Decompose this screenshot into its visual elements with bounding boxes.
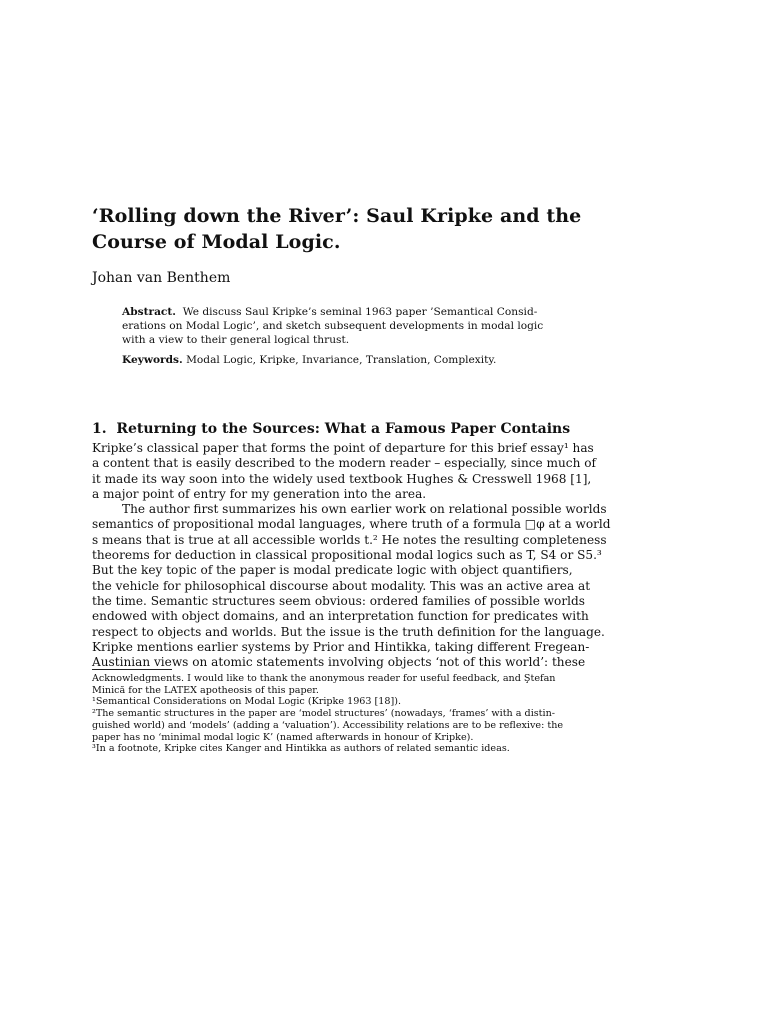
body-text bbox=[92, 441, 611, 670]
body-line: Austinian views on atomic statements involving objects ‘not of this world’: these bbox=[92, 655, 586, 670]
body-line: endowed with object domains, and an interpretation function for predicates with bbox=[92, 609, 589, 624]
body-line: But the key topic of the paper is modal predicate logic with object quantifiers, bbox=[92, 563, 573, 578]
body-line: a content that is easily described to the modern reader – especially, since much of bbox=[92, 456, 596, 471]
body-line: The author first summarizes his own earlier work on relational possible worlds bbox=[122, 502, 607, 517]
body-line: theorems for deduction in classical propositional modal logics such as T, S4 or S5.³ bbox=[92, 548, 602, 563]
author-name: Johan van Benthem bbox=[92, 270, 231, 286]
body-line: Kripke mentions earlier systems by Prior and Hintikka, taking different Fregean- bbox=[92, 639, 590, 654]
footnote-line: ²The semantic structures in the paper are ‘model structures’ (nowadays, ‘frames’ with a distin- bbox=[92, 708, 556, 720]
footnote-line: guished world) and ‘models’ (adding a ‘valuation’). Accessibility relations are to be reflexive: the bbox=[92, 719, 564, 731]
abstract-line: erations on Modal Logic’, and sketch subsequent developments in modal logic bbox=[122, 320, 544, 333]
body-line: the vehicle for philosophical discourse about modality. This was an active area at bbox=[92, 578, 591, 593]
keywords bbox=[122, 353, 496, 367]
body-line: s means that is true at all accessible worlds t.² He notes the resulting completeness bbox=[92, 532, 607, 547]
abstract-line: with a view to their general logical thrust. bbox=[122, 334, 350, 347]
abstract-line bbox=[122, 305, 542, 319]
footnote-line: ¹Semantical Considerations on Modal Logic (Kripke 1963 [18]). bbox=[92, 696, 402, 708]
footnotes bbox=[92, 673, 564, 755]
keywords-label: Keywords. bbox=[122, 354, 183, 366]
footnote-line: paper has no ‘minimal modal logic K’ (named afterwards in honour of Kripke). bbox=[92, 731, 474, 743]
body-line: respect to objects and worlds. But the issue is the truth definition for the language. bbox=[92, 624, 605, 639]
abstract-label: Abstract. bbox=[122, 306, 176, 318]
title-line: ‘Rolling down the River’: Saul Kripke and the bbox=[92, 205, 582, 227]
footnote-line: Minică for the LATEX apotheosis of this paper. bbox=[92, 684, 319, 696]
body-line: it made its way soon into the widely used textbook Hughes & Cresswell 1968 [1], bbox=[92, 471, 592, 486]
body-line: the time. Semantic structures seem obvious: ordered families of possible worlds bbox=[92, 593, 585, 608]
keywords-text: Modal Logic, Kripke, Invariance, Translation, Complexity. bbox=[186, 354, 497, 366]
footnote-line: Acknowledgments. I would like to thank the anonymous reader for useful feedback, and Ştefan bbox=[92, 673, 556, 684]
title-line: Course of Modal Logic. bbox=[92, 231, 341, 253]
abstract-text: We discuss Saul Kripke’s seminal 1963 paper ’Semantical Consid- bbox=[182, 306, 538, 318]
body-line: Kripke’s classical paper that forms the point of departure for this brief essay¹ has bbox=[92, 441, 594, 455]
body-line: semantics of propositional modal languages, where truth of a formula □φ at a world bbox=[92, 517, 611, 532]
section-title: Returning to the Sources: What a Famous Paper Contains bbox=[116, 421, 571, 437]
section-heading bbox=[92, 420, 570, 438]
abstract bbox=[122, 305, 542, 348]
body-line: a major point of entry for my generation into the area. bbox=[92, 486, 427, 501]
section-number: 1. bbox=[92, 421, 107, 437]
footnote-rule bbox=[92, 669, 172, 670]
paper-title bbox=[92, 203, 582, 255]
footnote-line: ³In a footnote, Kripke cites Kanger and Hintikka as authors of related semantic ideas. bbox=[92, 743, 510, 755]
